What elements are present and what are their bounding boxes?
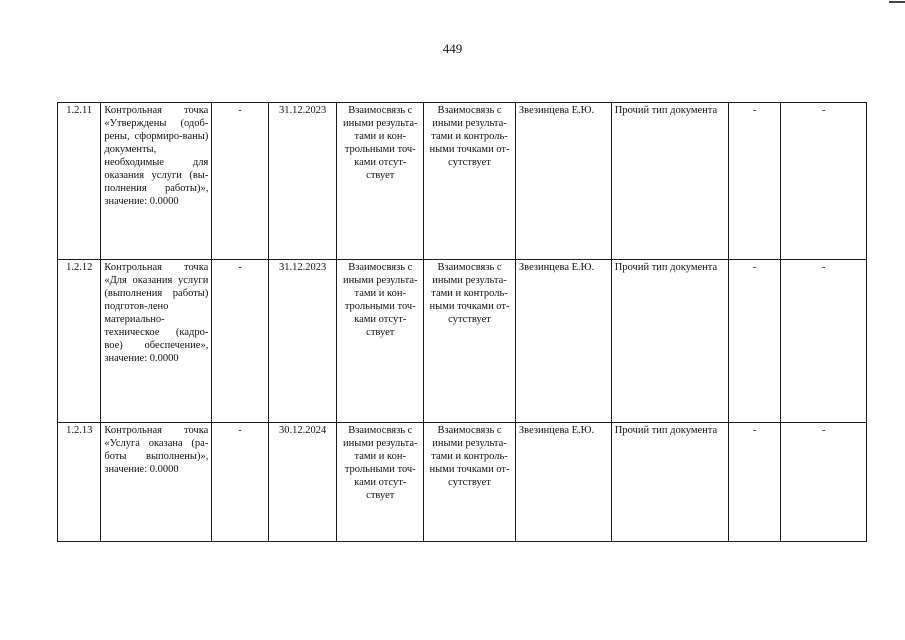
document-type: Прочий тип документа [611, 423, 728, 542]
table-row [58, 423, 867, 542]
deadline-date: 30.12.2024 [268, 423, 337, 542]
level-cell: - [781, 260, 867, 423]
information-system-cell: - [728, 423, 780, 542]
page-number: 449 [442, 41, 463, 56]
control-point-name: Контрольная точка «Для оказания услуги (выполнения работы) подготов-лено материально-техническое (кадро-вое) обеспечение», значение: 0.0000 [101, 260, 212, 423]
control-point-name: Контрольная точка «Утверждены (одоб-рены, сформиро-ваны) документы, необходимые для оказания услуги (вы-полнения работы)», значение: 0.0000 [101, 103, 212, 260]
base-value-cell: - [212, 260, 268, 423]
information-system-cell: - [728, 260, 780, 423]
relation-next-cell: Взаимосвязь с иными результа-тами и контроль-ными точками от-сутствует [424, 103, 516, 260]
control-points-table [57, 102, 867, 542]
relation-previous-cell: Взаимосвязь с иными результа-тами и кон-трольными точ-ками отсут-ствует [337, 103, 424, 260]
relation-previous-cell: Взаимосвязь с иными результа-тами и кон-трольными точ-ками отсут-ствует [337, 260, 424, 423]
level-cell: - [781, 103, 867, 260]
base-value-cell: - [212, 423, 268, 542]
base-value-cell: - [212, 103, 268, 260]
relation-next-cell: Взаимосвязь с иными результа-тами и контроль-ными точками от-сутствует [424, 423, 516, 542]
control-point-name: Контрольная точка «Услуга оказана (ра-боты выполнены)», значение: 0.0000 [101, 423, 212, 542]
responsible-person: Звезинцева Е.Ю. [515, 260, 611, 423]
row-number: 1.2.11 [58, 103, 101, 260]
relation-next-cell: Взаимосвязь с иными результа-тами и контроль-ными точками от-сутствует [424, 260, 516, 423]
row-number: 1.2.12 [58, 260, 101, 423]
table-row [58, 260, 867, 423]
relation-previous-cell: Взаимосвязь с иными результа-тами и кон-трольными точ-ками отсут-ствует [337, 423, 424, 542]
responsible-person: Звезинцева Е.Ю. [515, 103, 611, 260]
information-system-cell: - [728, 103, 780, 260]
deadline-date: 31.12.2023 [268, 103, 337, 260]
document-type: Прочий тип документа [611, 103, 728, 260]
responsible-person: Звезинцева Е.Ю. [515, 423, 611, 542]
row-number: 1.2.13 [58, 423, 101, 542]
level-cell: - [781, 423, 867, 542]
table-row [58, 103, 867, 260]
deadline-date: 31.12.2023 [268, 260, 337, 423]
document-type: Прочий тип документа [611, 260, 728, 423]
corner-scan-mark [889, 1, 905, 3]
